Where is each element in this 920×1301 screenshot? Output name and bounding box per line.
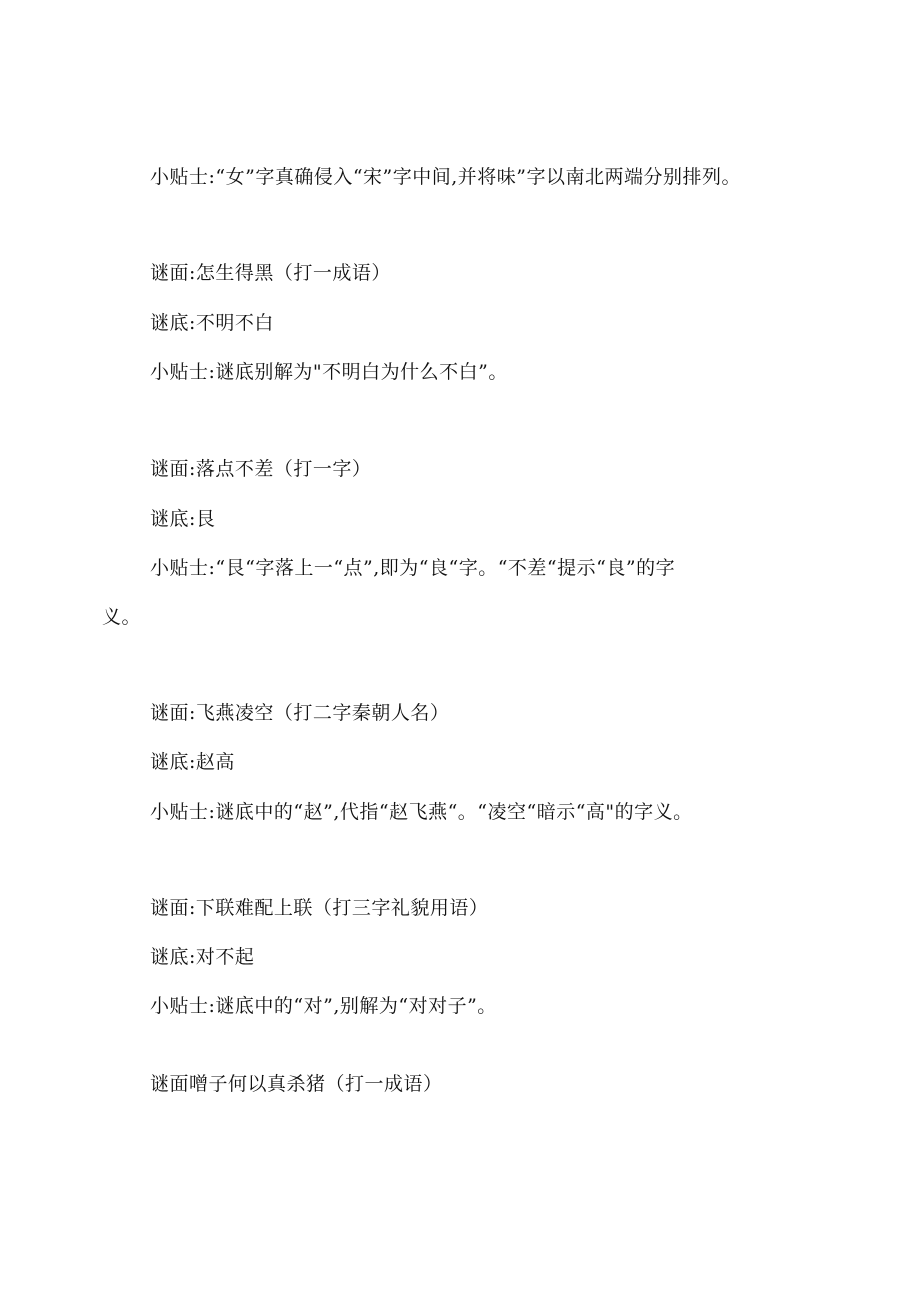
tip-text-3-continued: 义。 — [102, 606, 142, 628]
riddle-question-4: 谜面:下联难配上联（打三字礼貌用语） — [150, 897, 489, 919]
tip-text-2: 小贴士:谜底别解为"不明白为什么不白”。 — [150, 361, 508, 383]
riddle-question-5: 谜面噌子何以真杀猪（打一成语） — [150, 1073, 443, 1095]
tip-text-3: 小贴士:“艮“字落上一“点”,即为“良“字。“不差“提示“良”的字 — [150, 557, 676, 579]
tip-text-1: 小贴士:“女”字真确侵入“宋”字中间,并将味”字以南北两端分别排列。 — [150, 166, 742, 188]
tip-text-4: 小贴士:谜底中的“赵”,代指“赵飞燕“。“凌空“暗示“高"的字义。 — [150, 801, 693, 823]
riddle-question-1: 谜面:怎生得黑（打一成语） — [150, 262, 391, 284]
riddle-answer-2: 谜底:艮 — [150, 508, 216, 530]
riddle-question-3: 谜面:飞燕凌空（打二字秦朝人名） — [150, 702, 450, 724]
riddle-question-2: 谜面:落点不差（打一字） — [150, 458, 372, 480]
riddle-answer-1: 谜底:不明不白 — [150, 312, 274, 334]
tip-text-5: 小贴士:谜底中的“对”,别解为“对对子”。 — [150, 995, 497, 1017]
riddle-answer-4: 谜底:对不起 — [150, 946, 255, 968]
riddle-answer-3: 谜底:赵高 — [150, 751, 235, 773]
